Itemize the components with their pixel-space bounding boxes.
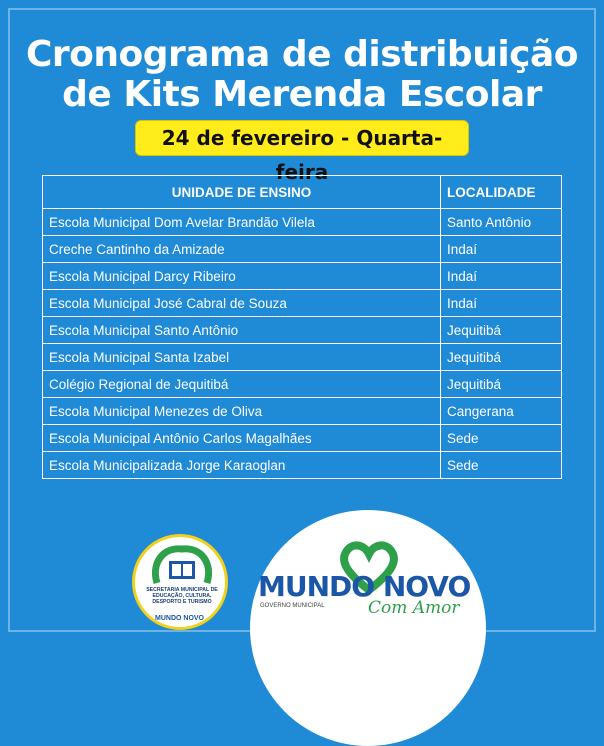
- location: Cangerana: [441, 398, 562, 425]
- table-row: [43, 236, 562, 263]
- mundo-novo-logo: [252, 540, 484, 620]
- table-row: [43, 425, 562, 452]
- school-name: Escola Municipalizada Jorge Karaoglan: [43, 452, 441, 479]
- book-heart-icon: [149, 543, 215, 587]
- table-header-row: [43, 176, 562, 209]
- school-name: Escola Municipal Antônio Carlos Magalhães: [43, 425, 441, 452]
- school-name: Escola Municipal Santo Antônio: [43, 317, 441, 344]
- school-name: Escola Municipal Darcy Ribeiro: [43, 263, 441, 290]
- school-name: Colégio Regional de Jequitibá: [43, 371, 441, 398]
- table-row: [43, 452, 562, 479]
- table-row: [43, 344, 562, 371]
- school-name: Escola Municipal Dom Avelar Brandão Vilela: [43, 209, 441, 236]
- header-unidade: UNIDADE DE ENSINO: [43, 176, 441, 209]
- location: Jequitibá: [441, 317, 562, 344]
- title-line-1: Cronograma de distribuição: [25, 34, 579, 75]
- title-line-2: de Kits Merenda Escolar: [62, 74, 542, 115]
- location: Indaí: [441, 290, 562, 317]
- table-row: [43, 398, 562, 425]
- location: Jequitibá: [441, 371, 562, 398]
- schedule-table: [42, 175, 562, 479]
- secretaria-text: SECRETARIA MUNICIPAL DE EDUCAÇÃO, CULTURA, DESPORTO E TURISMO: [146, 587, 218, 605]
- table-row: [43, 290, 562, 317]
- table-row: [43, 209, 562, 236]
- secretaria-logo: [132, 534, 228, 630]
- location: Jequitibá: [441, 344, 562, 371]
- header-localidade: LOCALIDADE: [441, 176, 562, 209]
- location: Santo Antônio: [441, 209, 562, 236]
- school-name: Escola Municipal José Cabral de Souza: [43, 290, 441, 317]
- location: Sede: [441, 452, 562, 479]
- location: Indaí: [441, 263, 562, 290]
- table-row: [43, 263, 562, 290]
- logo-name: MUNDO NOVO: [258, 570, 471, 603]
- school-name: Escola Municipal Menezes de Oliva: [43, 398, 441, 425]
- logo-tagline: Com Amor: [368, 598, 460, 618]
- secretaria-mini-logo: MUNDO NOVO: [155, 615, 204, 622]
- table-row: [43, 371, 562, 398]
- school-name: Creche Cantinho da Amizade: [43, 236, 441, 263]
- date-badge: 24 de fevereiro - Quarta-feira: [135, 120, 469, 156]
- location: Sede: [441, 425, 562, 452]
- school-name: Escola Municipal Santa Izabel: [43, 344, 441, 371]
- table-row: [43, 317, 562, 344]
- logo-subtitle: GOVERNO MUNICIPAL: [260, 603, 325, 609]
- location: Indaí: [441, 236, 562, 263]
